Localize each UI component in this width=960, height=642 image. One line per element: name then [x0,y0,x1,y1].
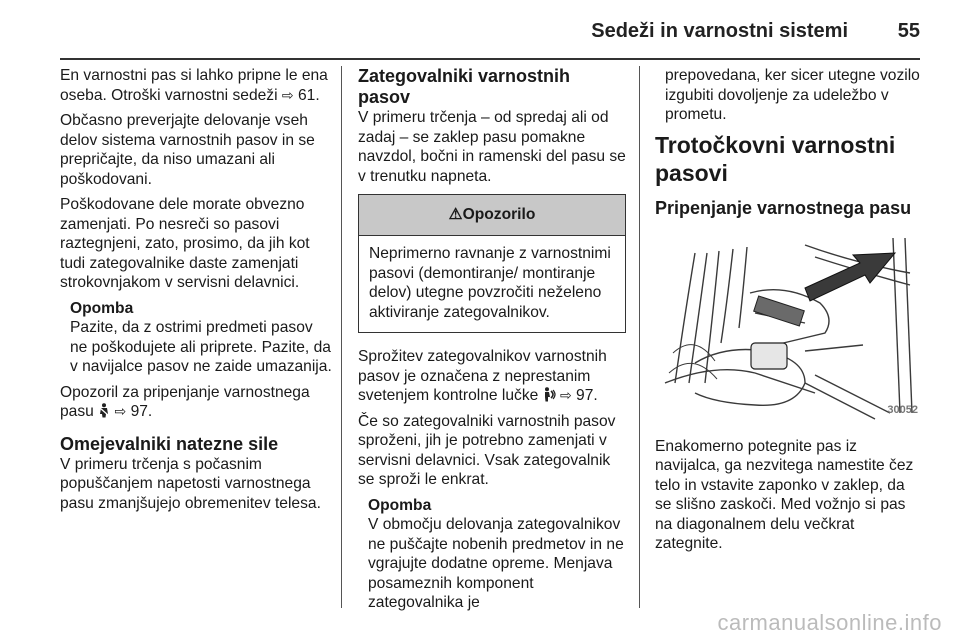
subsection-heading-fastening: Pripenjanje varnostnega pasu [655,197,912,218]
paragraph-one-person: En varnostni pas si lahko pripne le ena oseba. Otroški varnostni sedeži ⇨ 61. [60,67,328,104]
reference-arrow-icon: ⇨ [114,403,127,419]
reference-arrow-icon: ⇨ [559,387,572,403]
section-heading-force-limiters: Omejevalniki natezne sile [60,433,279,454]
column-1 [60,66,332,519]
warning-header [359,195,625,236]
column-2 [358,66,626,613]
paragraph-fastening-instructions: Enakomerno potegnite pas iz navijalca, ga nezvitega namestite čez telo in vstavite zaponko v zaklep, da se slišno zaskoči. Med vožnjo si pas na diagonalnem delu večkrat zategnite. [655,437,914,552]
column-divider-left [341,66,342,608]
paragraph-activation-indicator: Sprožitev zategovalnikov varnostnih pasov je označena z neprestanim svetenjem kontrolne lučke ⇨ 97. [358,348,607,404]
note-block [358,496,626,613]
warning-box [358,194,626,333]
paragraph-force-limiters: V primeru trčenja s počasnim popuščanjem napetosti varnostnega pasu zmanjšujejo obremenitev telesa. [60,455,321,512]
paragraph-replace-pretensioners: Če so zategovalniki varnostnih pasov sproženi, jih je potrebno zamenjati v servisni delavnici. Vsak zategovalnik se sproži le enkrat. [358,412,616,488]
warning-title: Opozorilo [462,206,536,223]
note-title: Opomba [368,496,432,514]
section-heading-pretensioners: Zategovalniki varnostnih pasov [358,66,571,107]
column-3 [655,66,923,560]
column-divider-right [639,66,640,608]
watermark: carmanualsonline.info [717,610,942,635]
paragraph-replace-damaged: Poškodovane dele morate obvezno zamenjati. Po nesreči so pasovi raztegnjeni, zato, prosimo, da jih kot tudi zategovalnike daste zamenjati strokovnjakom v servisni delavnici. [60,196,310,291]
airbag-warning-light-icon [543,387,556,402]
seatbelt-fastening-illustration [655,233,920,423]
warning-triangle-icon: ⚠ [448,206,463,223]
reference-arrow-icon: ⇨ [281,86,294,103]
paragraph-seatbelt-reminder: Opozoril za pripenjanje varnostnega pasu ⇨ 97. [60,383,310,420]
note-title: Opomba [70,299,134,317]
page-reference-link[interactable]: 97. [130,403,153,420]
note-text: V območju delovanja zategovalnikov ne puščajte nobenih predmetov in ne vgrajujte dodatne opreme. Menjava posameznih komponent zategovalnika je [368,516,624,611]
seatbelt-illustration-drawing [655,233,920,423]
figure-code: 30052 [887,404,918,416]
warning-text: Neprimerno ravnanje z varnostnimi pasovi (demontiranje/ montiranje delov) utegne povzročiti neželeno aktiviranje zategovalnikov. [369,245,611,321]
paragraph-pretensioners: V primeru trčenja – od spredaj ali od zadaj – se zaklep pasu pomakne navzdol, bočni in ramenski del pasu se v trenutku napneta. [358,109,626,185]
page-reference-link[interactable]: 97. [576,387,598,404]
note-block [60,299,332,377]
header-rule [60,58,920,60]
paragraph-check-system: Občasno preverjajte delovanje vseh delov sistema varnostnih pasov in se prepričajte, da niso umazani ali poškodovani. [60,112,315,188]
note-text: Pazite, da z ostrimi predmeti pasov ne poškodujete ali priprete. Pazite, da v navijalce pasov ne zaide umazanija. [70,319,332,375]
paragraph-continued: prepovedana, ker sicer utegne vozilo izgubiti dovoljenje za udeležbo v prometu. [665,67,920,123]
running-header-title: Sedeži in varnostni sistemi [591,20,848,42]
page-reference-link[interactable]: 61. [297,86,320,104]
page-number: 55 [897,20,920,42]
seatbelt-reminder-icon [98,403,110,418]
section-heading-three-point-belts: Trotočkovni varnostni pasovi [655,131,896,186]
